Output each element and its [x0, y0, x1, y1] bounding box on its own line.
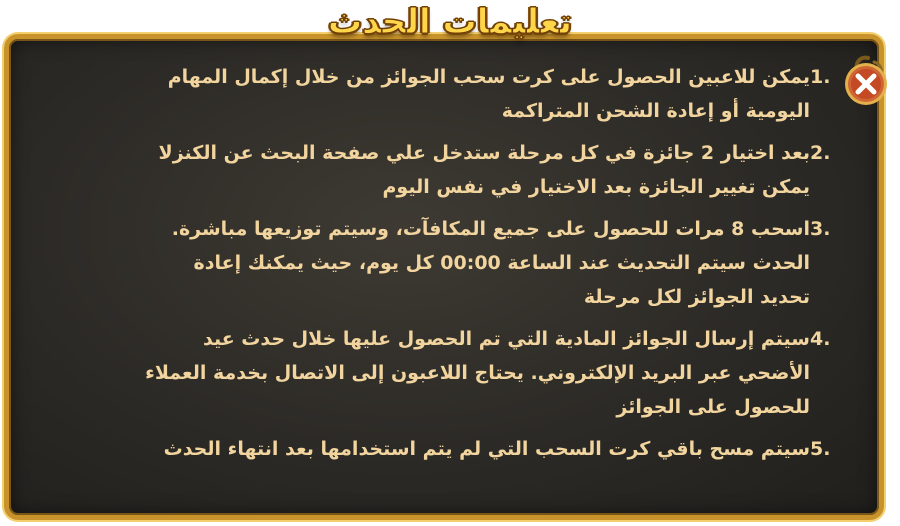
list-item: 2.بعد اختيار 2 جائزة في كل مرحلة ستدخل علي صفحة البحث عن الكنزلا يمكن تغيير الجائزة بعد الاختيار في نفس اليوم	[158, 142, 831, 198]
list-item: 5.سيتم مسح باقي كرت السحب التي لم يتم استخدامها بعد انتهاء الحدث	[163, 438, 831, 460]
instructions-list	[14, 60, 836, 474]
dialog-title: تعليمات الحدث	[327, 2, 572, 42]
close-x-icon	[838, 54, 894, 110]
list-item: 1.يمكن للاعبين الحصول على كرت سحب الجوائز من خلال إكمال المهام اليومية أو إعادة الشحن المتراكمة	[167, 66, 831, 122]
close-button[interactable]	[838, 54, 894, 110]
list-item: 4.سيتم إرسال الجوائز المادية التي تم الحصول عليها خلال حدث عيد الأضحي عبر البريد الإلكتروني. يحتاج اللاعبون إلى الاتصال بخدمة العملاء للحصول على الجوائز	[145, 328, 831, 418]
list-item: 3.اسحب 8 مرات للحصول على جميع المكافآت، وسيتم توزيعها مباشرة. الحدث سيتم التحديث عند الساعة 00:00 كل يوم، حيث يمكنك إعادة تحديد الجوائز لكل مرحلة	[171, 218, 831, 308]
